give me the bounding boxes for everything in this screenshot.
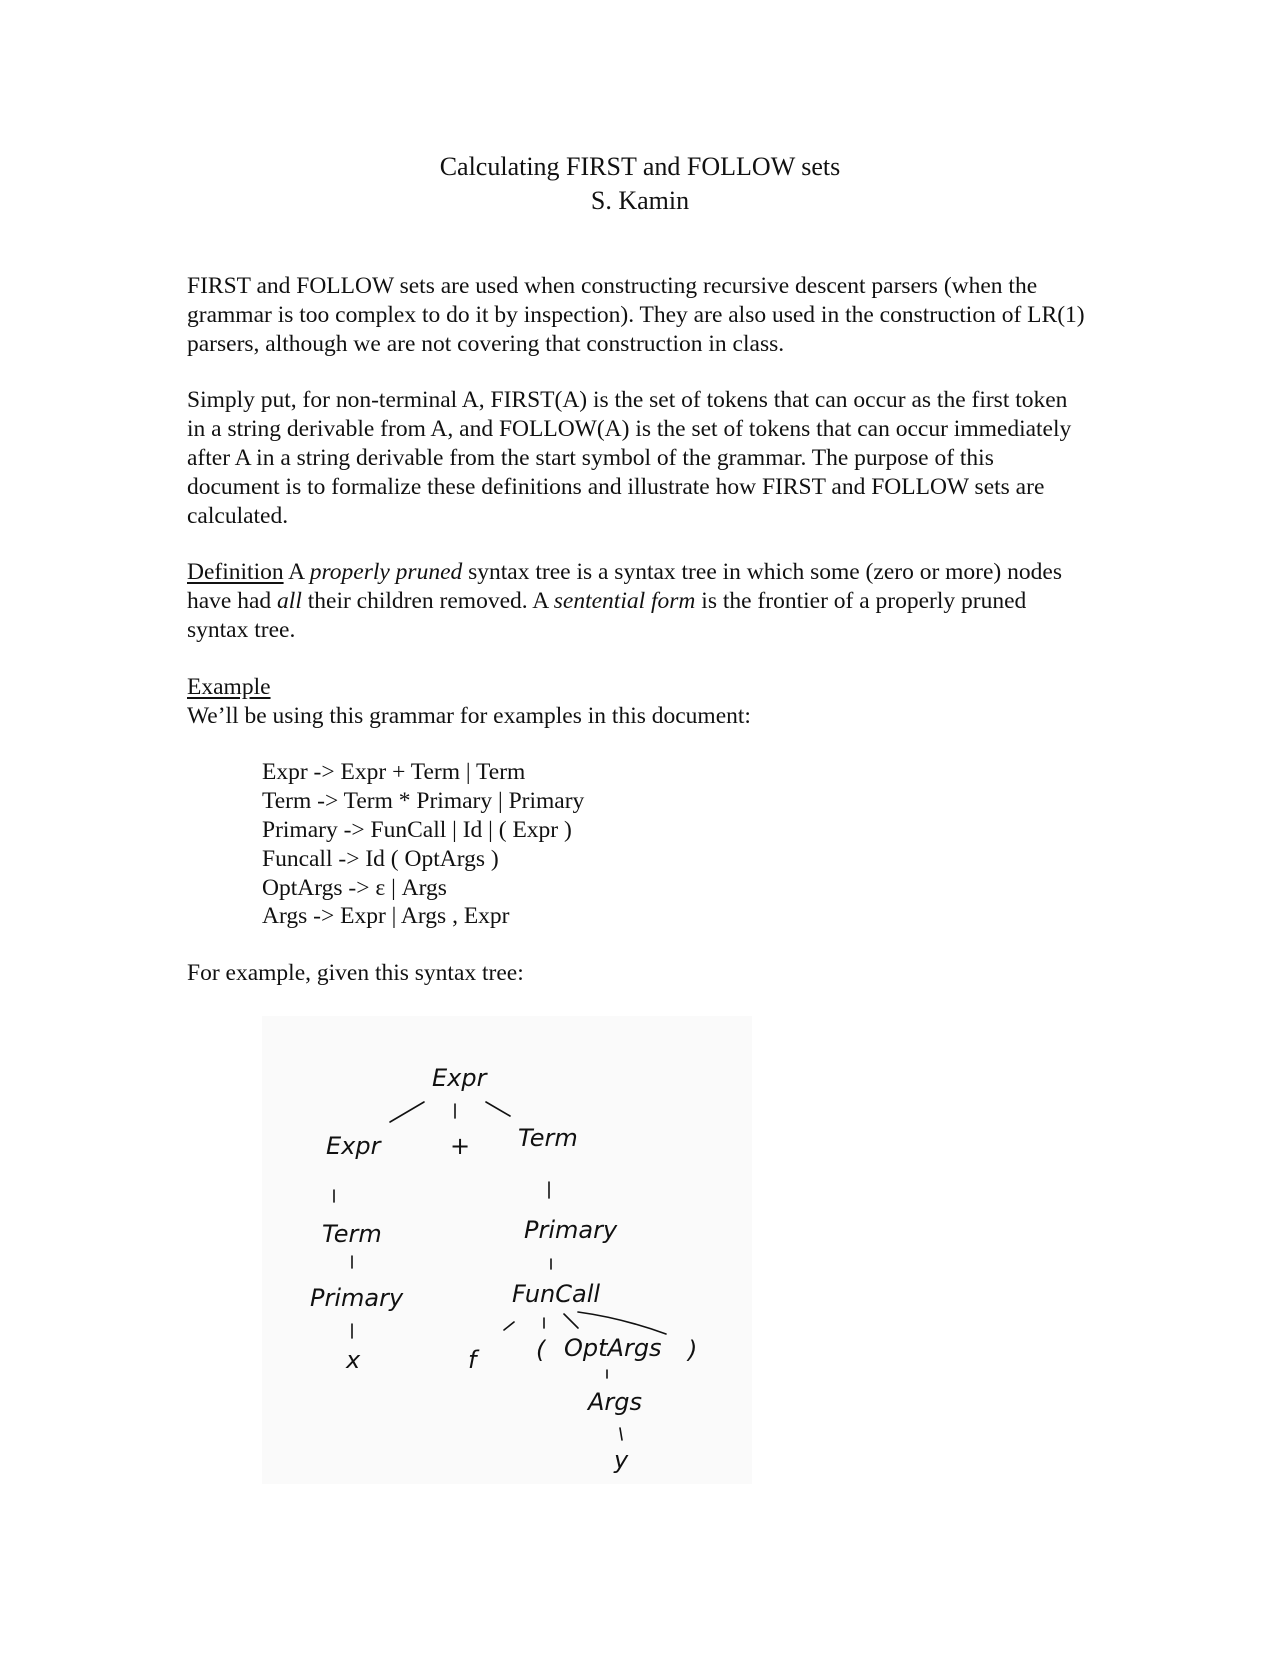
grammar-rule: OptArgs -> ε | Args — [262, 874, 447, 901]
simply-put-paragraph: Simply put, for non-terminal A, FIRST(A) is the set of tokens that can occur as the first token in a string derivable from A, and FOLLOW(A) is the set of tokens that can occur immediately after A in a string derivable from the start symbol of the grammar. The purpose of this document is to formalize these definitions and illustrate how FIRST and FOLLOW sets are calculated. — [187, 387, 1072, 529]
intro-paragraph: FIRST and FOLLOW sets are used when constructing recursive descent parsers (when the grammar is too complex to do it by inspection). They are also used in the construction of LR(1) parsers, although we are not covering that construction in class. — [187, 273, 1085, 357]
document-title: Calculating FIRST and FOLLOW sets — [439, 152, 841, 181]
grammar-rules — [262, 758, 1087, 931]
tree-edge — [390, 1102, 424, 1122]
syntax-tree-drawing — [262, 1016, 752, 1484]
tree-node-args: Args — [588, 1388, 643, 1416]
tree-edge — [578, 1312, 666, 1334]
tree-node-funcall: FunCall — [512, 1280, 601, 1308]
tree-node-term-left: Term — [322, 1220, 382, 1248]
definition-text-3: their children removed. A — [301, 588, 554, 615]
tree-node-f: f — [468, 1346, 477, 1374]
definition-paragraph — [187, 558, 1087, 644]
tree-node-x: x — [346, 1346, 361, 1374]
document-author: S. Kamin — [590, 186, 690, 215]
tree-node-expr: Expr — [326, 1132, 381, 1160]
definition-text-4: is the frontier of a properly pruned syntax tree. — [187, 588, 1027, 643]
tree-node-primary-right: Primary — [524, 1216, 618, 1244]
tree-node-lparen: ( — [536, 1336, 546, 1364]
example-heading: Example — [187, 673, 271, 700]
tree-lead: For example, given this syntax tree: — [187, 960, 524, 987]
tree-node-primary-left: Primary — [310, 1284, 404, 1312]
definition-term-properly-pruned: properly pruned — [309, 559, 463, 586]
tree-node-y: y — [614, 1446, 629, 1474]
grammar-rule: Expr -> Expr + Term | Term — [262, 759, 526, 786]
grammar-rule: Args -> Expr | Args , Expr — [262, 903, 510, 930]
tree-node-term-right: Term — [518, 1124, 578, 1152]
tree-node-optargs: OptArgs — [564, 1334, 662, 1362]
grammar-rule: Funcall -> Id ( OptArgs ) — [262, 845, 499, 872]
document-body — [187, 272, 1087, 988]
tree-edge — [504, 1322, 514, 1330]
syntax-tree-figure — [262, 1016, 752, 1484]
grammar-rule: Primary -> FunCall | Id | ( Expr ) — [262, 816, 572, 843]
definition-text-2: syntax tree is a syntax tree in which some (zero or more) nodes have had — [187, 559, 1062, 615]
title-block — [0, 150, 1280, 218]
tree-node-plus: + — [450, 1132, 471, 1160]
tree-node-root-expr: Expr — [432, 1064, 487, 1092]
example-lead: We’ll be using this grammar for examples in this document: — [187, 702, 751, 729]
tree-edge — [564, 1314, 578, 1328]
tree-edge — [620, 1428, 622, 1440]
tree-edge — [486, 1102, 510, 1116]
definition-text-1: A — [283, 559, 310, 586]
grammar-rule: Term -> Term * Primary | Primary — [262, 788, 585, 815]
tree-node-rparen: ) — [688, 1336, 698, 1364]
definition-heading: Definition — [187, 559, 284, 586]
definition-term-sentential-form: sentential form — [553, 588, 696, 615]
definition-emph-all: all — [277, 588, 302, 615]
